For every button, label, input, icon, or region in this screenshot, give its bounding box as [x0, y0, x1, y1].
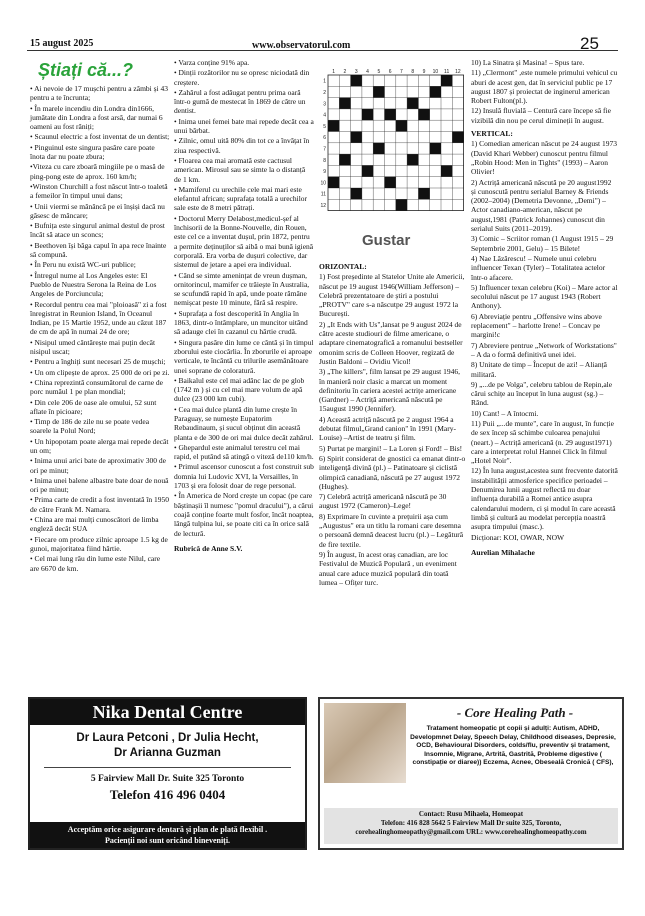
clue-orizontal: 12) Insulă fluvială – Centură care începe să fie vizibilă din nou pe cerul dimineții în august.: [471, 106, 611, 125]
ad-nika-dental: [28, 697, 307, 850]
row-number: 9: [323, 169, 326, 176]
black-cell: [407, 154, 418, 165]
black-cell: [385, 177, 396, 188]
ad-core-photo: [324, 703, 406, 783]
fact-item: • Întregul nume al Los Angeles este: El Pueblo de Nuestra Serona la Reina de Los Angeles de Porciuncula;: [30, 270, 157, 299]
site-url[interactable]: www.observatorul.com: [252, 40, 351, 51]
column-number: 1: [332, 69, 336, 75]
fact-item: • Zahărul a fost adăugat pentru prima oară într-o gumă de mestecat în 1869 de către un dentist.: [174, 87, 306, 116]
ad-nika-name: Nika Dental Centre: [30, 699, 305, 725]
ad-core-contact-phone: Telefon: 416 828 5642 5 Fairview Mall Dr suite 325, Toronto,: [380, 819, 562, 827]
black-cell: [430, 143, 441, 154]
black-cell: [418, 188, 429, 199]
fact-item: • Timp de 186 de zile nu se poate vedea soarele la Polul Nord;: [30, 417, 150, 436]
ad-core-contact-web[interactable]: corehealinghomeopathy@gmail.com URL: www.corehealinghomeopathy.com: [355, 828, 587, 836]
ad-core-contact: [324, 808, 618, 844]
black-cell: [396, 199, 407, 210]
black-cell: [452, 132, 463, 143]
fact-item: • Inima unei femei bate mai repede decât cea a unui bărbat.: [174, 116, 314, 136]
clue-orizontal: 9) În august, în acest oraș canadian, are loc Festivalul de Muzică Populară , un eveniment anual care aduce muzică populară din toată lumea – Ofițer turc.: [319, 549, 457, 587]
row-number: 1: [323, 78, 326, 85]
fact-item: • Ai nevoie de 17 mușchi pentru a zâmbi și 43 pentru a te încrunta;: [30, 84, 169, 103]
crossword-grid: [318, 67, 466, 217]
black-cell: [373, 143, 384, 154]
ad-core-body: Tratament homeopatic pt copii și adulți: Autism, ADHD, Developmnet Delay, Speech Delay, Childhood diseases, Depresie, OCD, Behavioural Disorders, colds/flu, preventiv și tratament, Insomnie, Migrane, Artrită, Gastrită, Probleme digestive ( constipație or diaree)) Eczema, Acnee, Obeseală Cronică ( CFS),: [410, 725, 616, 766]
fact-item: • Cea mai dulce plantă din lume crește în Paraguay, se numește Eupatorim Rebaudinaum, și sucul obținut din această planta e de 300 de ori mai dulce decât zahărul.: [174, 404, 314, 442]
stiati-title: Știați că...?: [38, 60, 134, 80]
column-number: 4: [366, 69, 369, 75]
fact-item: •Winston Churchill a fost născut într-o toaletă a femeilor în timpul unui dans;: [30, 181, 168, 201]
row-number: 11: [320, 191, 326, 198]
black-cell: [351, 132, 362, 143]
black-cell: [430, 86, 441, 97]
ad-nika-footer-line1: Acceptăm orice asigurare dentară și plan de plată flexibil .: [67, 825, 268, 834]
ad-nika-address: 5 Fairview Mall Dr. Suite 325 Toronto: [90, 774, 245, 784]
clues-orizontal: [319, 262, 466, 588]
fact-item: • Unii viermi se mănâncă pe ei înșiși dacă nu găsesc de mâncare;: [30, 201, 165, 220]
fact-item: • Floarea cea mai aromată este cactusul american. Mirosul sau se simte la o distanță de 1 km.: [174, 155, 306, 184]
row-number: 4: [323, 112, 326, 119]
column-number: 10: [432, 69, 439, 75]
fact-item: • Bufnița este singurul animal destul de prost încât să atace un sconcs;: [30, 221, 165, 240]
black-cell: [373, 86, 384, 97]
clue-orizontal: 10) La Sinatra și Masina! – Spus tare.: [471, 58, 585, 67]
fact-item: • Suprafața a fost descoperită în Anglia în 1863, dintr-o întâmplare, un muncitor uitând să adauge clei în cazanul cu hârtie crudă.: [174, 308, 308, 337]
fact-item: • Baikalul este cel mai adânc lac de pe glob (1742 m ) și cu cel mai mare volum de apă dulce (23 000 km cubi).: [174, 375, 305, 404]
fact-item: • Pinguinul este singura pasăre care poate înota dar nu poate zbura;: [30, 142, 155, 162]
clue-orizontal: 5) Purtat pe margini! – La Loren și Ford! – Bis!: [319, 443, 463, 453]
row-number: 12: [320, 202, 326, 209]
black-cell: [339, 98, 350, 109]
fact-item: • Nisipul umed cântărește mai puțin decât nisipul uscat;: [30, 337, 156, 357]
crossword-author: Aurelian Mihalache: [471, 547, 535, 557]
fact-item: • Scaunul electric a fost inventat de un dentist;: [30, 132, 170, 142]
column-number: 9: [422, 69, 426, 75]
fact-item: • Varza conține 91% apa.: [174, 58, 250, 67]
stiati-column-1: [30, 84, 170, 574]
ad-nika-doctors-line2: Dr Arianna Guzman: [114, 747, 221, 759]
ad-core-healing: [318, 697, 624, 850]
fact-item: • Când se simte amenințat de vreun dușman, ornitorincul, mamifer ce trăiește în Australia, se scufundă rapid în apă, unde poate rămâne nemișcat peste 10 minute, fără să respire.: [174, 270, 310, 308]
issue-date: 15 august 2025: [30, 38, 94, 49]
orizontal-heading: ORIZONTAL:: [319, 262, 367, 271]
stiati-author: Rubrică de Anne S.V.: [174, 543, 243, 553]
column-number: 3: [354, 69, 358, 75]
clue-orizontal: 7) Celebră actriță americană născută pe 30 august 1972 (Cameron)–Lege!: [319, 492, 447, 511]
fact-item: • Dinții rozătorilor nu se opresc niciodată din creștere.: [174, 68, 310, 87]
black-cell: [328, 120, 339, 131]
fact-item: • În Peru nu există WC-uri publice;: [30, 260, 136, 270]
column-number: 6: [388, 69, 392, 75]
black-cell: [407, 98, 418, 109]
ad-core-contact-label: Contact: Rusu Mihaela, Homeopat: [418, 810, 524, 818]
fact-item: • Beethoven își băga capul în apa rece înainte să compună.: [30, 240, 167, 260]
black-cell: [441, 165, 452, 176]
row-number: 5: [323, 123, 326, 130]
clue-vertical: 7) Abreviere pentrue „Network of Workstations" – A da o formă definitivă unei idei.: [471, 340, 617, 359]
column-number: 12: [455, 69, 461, 75]
crossword-title: Gustar: [362, 232, 411, 249]
clue-vertical: 11) Puii „...de munte", care în august, în funcție de sex încep să schimbe culoarea penajului (neart.) – Actriță americană (n. 29 august1971) care a interpretat rolul Hannei Click în filmul „Hotel Noir".: [471, 418, 614, 466]
black-cell: [351, 75, 362, 86]
clue-vertical: 5) Influencer texan celebru (Koi) – Mare actor al secolului născut pe 17 august 1943 (Robert Anthony).: [471, 282, 618, 311]
fact-item: • Primul ascensor cunoscut a fost construit sub domnia lui Ludovic XVI, la Versailles, în 1703 și era folosit doar de rege personal.: [174, 462, 314, 491]
column-number: 2: [343, 69, 347, 75]
ad-nika-phone: Telefon 416 496 0404: [109, 787, 226, 802]
black-cell: [396, 120, 407, 131]
clue-orizontal: 1) Fost președinte al Statelor Unite ale Americii, născut pe 19 august 1946(William Jefferson) – Celebră prezentatoare de știri a postului „PROTV" care s-a născutpe 29 august 1972 la București.: [319, 272, 465, 319]
stiati-column-2: [174, 58, 314, 554]
ad-core-title: - Core Healing Path -: [456, 705, 574, 720]
fact-item: • China are mai mulți cunoscători de limba engleză decât SUA: [30, 515, 159, 534]
fact-item: • În America de Nord crește un copac (pe care băștinașii îl numesc "pomul dracului"), a cărui coajă conține foarte mult fosfor, încât noaptea, lângă tulpina lui, se poate citi ca în orice sală de lectură.: [174, 491, 314, 538]
fact-item: • Ghepardul este animalul terestru cel mai rapid, el putând să atingă o viteză de110 km/h.: [174, 442, 314, 462]
fact-item: • Fiecare om produce zilnic aproape 1.5 kg de gunoi, majoritatea fiind hârtie.: [30, 534, 168, 553]
black-cell: [441, 75, 452, 86]
fact-item: • Recordul pentru cea mai "ploioasă" zi a fost înregistrat in Reunion Island, în Oceanul Indian, pe 15 Martie 1952, unde au căzut 187 de cm de apă în numai 24 de ore;: [30, 299, 167, 337]
clue-vertical: 4) Nae Lăzărescu! – Numele unui celebru influencer Texan (Tyler) – Totalitatea actelor într-o afacere.: [471, 253, 606, 282]
ad-nika-doctors: [30, 731, 305, 761]
clue-vertical: 9) „...de pe Volga", celebru tablou de Repin,ale cărui schițe au început în luna august (sg.) – Rând.: [471, 379, 613, 408]
ad-nika-footer-line2: Pacienții noi sunt oricând bineveniți.: [104, 836, 231, 845]
column-number: 7: [400, 69, 403, 75]
vertical-heading: VERTICAL:: [471, 129, 513, 139]
fact-item: • Inima unui arici bate de aproximativ 300 de ori pe minut;: [30, 456, 166, 475]
fact-item: • Pentru a înghiți sunt necesari 25 de mușchi;: [30, 357, 166, 367]
clue-vertical: 1) Comedian american născut pe 24 august 1973 (David Khari Webber) cunoscut pentru filmul „Robin Hood: Men in Tights" (1993) – Aaron Olivier!: [471, 139, 618, 177]
fact-item: • China reprezintă consumătorul de carne de porc număul 1 pe plan mondial;: [30, 377, 163, 397]
column-number: 5: [377, 69, 381, 75]
fact-item: • Prima carte de credit a fost inventată în 1950 de către Frank M. Namara.: [30, 495, 170, 514]
black-cell: [385, 109, 396, 120]
fact-item: • Zilnic, omul uită 80% din tot ce a învățat în ziua respectivă.: [174, 136, 310, 155]
row-number: 10: [320, 180, 326, 187]
clue-vertical: 3) Comic – Scriitor roman (1 August 1915 – 29 Septembrie 2001, Gelu) – 15 Bilete!: [471, 234, 614, 253]
fact-item: • Doctorul Merry Delabost,medicul-șef al închisorii de la Bonne-Nouvelle, din Rouen, este cel ce a inventat dușul, prin 1872, pentru a permite deținuților să aibă o mai bună igienă corporală. Era vorba de dușuri colective, dar sistemul de jetare a apei era individual.: [174, 213, 314, 270]
clues-vertical: [471, 58, 618, 558]
column-number: 8: [411, 69, 415, 75]
clue-orizontal: 3) „The killers", film lansat pe 29 august 1946, în manieră noir clasic a marcat un moment definitoriu în cariera acestei actrițe americane (Gardner) – Actriță americană născută pe 15august 1990 (Jennifer).: [319, 367, 460, 414]
row-number: 7: [323, 146, 326, 153]
black-cell: [328, 177, 339, 188]
clue-orizontal: 11) „Clermont" ,este numele primului vehicul cu aburi de acest gen, dat în serviciul public pe 17 august 1807 și proiectat de inginerul american Robert Fulton(pl.).: [471, 68, 618, 106]
fact-item: • Cel mai lung râu din lume este Nilul, care are 6670 de km.: [30, 554, 161, 573]
clue-vertical: 8) Unitate de timp – Început de azi! – Alianță militară.: [471, 360, 607, 379]
fact-item: • Mamiferul cu urechile cele mai mari este elefantul african; suprafața totală a urechilor sale este de 8 metri pătrați.: [174, 184, 308, 213]
clue-vertical: 10) Cant! – A întocmi.: [471, 408, 539, 418]
clue-orizontal: 6) Spirit considerat de gnostici ca emanat dintr-o inteligență divină (pl.) – Patinatoare și ciclistă olimpică canadiană, născută pe 27 august 1972 (Hughes).: [319, 453, 466, 491]
ad-nika-doctors-line1: Dr Laura Petconi , Dr Julia Hecht,: [76, 732, 259, 744]
black-cell: [339, 154, 350, 165]
row-number: 3: [323, 101, 326, 108]
ad-nika-footer: [30, 822, 305, 848]
header-divider: [27, 50, 618, 51]
ad-nika-divider: [44, 767, 291, 768]
clue-orizontal: 4) Această actriță născută pe 2 august 1964 a debutat filmul„Grand canion" în 1991 (Mary-Louise) –Artist de teatru și film.: [319, 414, 456, 443]
fact-item: • Singura pasăre din lume ce cântă și în timpul zborului este ciocârlia. În zborurile ei aproape verticale, te încântă cu trilurile asemănătoare unei soprane de coloratură.: [174, 337, 314, 375]
fact-item: •Viteza cu care zboară mingiile pe o masă de ping-pong este de aprox. 160 km/h;: [30, 162, 165, 181]
clue-vertical: 12) În luna august,acestea sunt frecvente datorită instabilității atmosferice specifice perioadei – Denumirea lunii august reflectă nu doar influența durabilă a Romei antice asupra calendarului modern, ci și modul în care această limbă și cultură au modelat percepția noastră asupra timpului (masc.).: [471, 466, 618, 532]
fact-item: • Din cele 206 de oase ale omului, 52 sunt aflate în picioare;: [30, 397, 157, 416]
fact-item: • Un om clipește de aprox. 25 000 de ori pe zi.: [30, 367, 170, 377]
row-number: 8: [323, 157, 326, 164]
fact-item: • Inima unei balene albastre bate doar de nouă ori pe minut;: [30, 475, 169, 495]
row-number: 6: [323, 135, 326, 142]
clue-orizontal: 8) Exprimare în cuvinte a prețuirii așa cum „Augustus" era un titlu la romani care desemna o persoană demnă deacest lucru (pl.) – Legătură de fire textile.: [319, 511, 464, 549]
black-cell: [418, 109, 429, 120]
clue-vertical: 2) Actriță americană născută pe 20 august1992 și cunoscută pentru serialul Barney & Friends (2002–2004) (Demetria Devonne, „Demi") – Actor canadiano-american, născut pe august,1981 (Patrick Johannes) cunoscut din serialul Suits (2011–2019).: [471, 177, 612, 234]
dictionary: Dicționar: KOI, OWAR, NOW: [471, 532, 565, 542]
black-cell: [362, 165, 373, 176]
clue-orizontal: 2) „It Ends with Us",lansat pe 9 august 2024 de către aceste studiouri de filme americane, o adaptare cinematografică a romanului bestseller omonim scris de Colleen Hoover, regizată de Justin Baldoni – Ovidiu Vicol!: [319, 319, 463, 366]
column-number: 11: [444, 69, 450, 75]
fact-item: • În marele incendiu din Londra din1666, jumătate din Londra a fost arsă, dar numai 6 oameni au fost răniți;: [30, 103, 163, 132]
clue-vertical: 6) Abreviație pentru „Offensive wins above replacement" – harlotte Irene! – Concav pe margini!c: [471, 311, 602, 340]
black-cell: [351, 188, 362, 199]
black-cell: [362, 109, 373, 120]
row-number: 2: [323, 89, 326, 96]
fact-item: • Un hipopotam poate alerga mai repede decât un om;: [30, 436, 169, 455]
page-number: 25: [580, 34, 599, 53]
